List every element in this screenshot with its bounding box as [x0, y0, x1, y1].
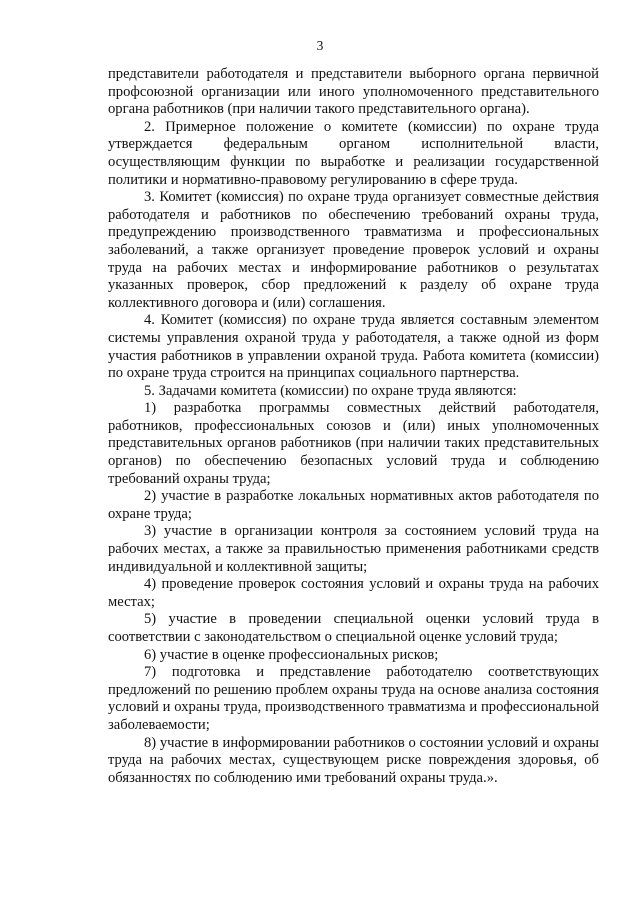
- paragraph-clause-3: 3. Комитет (комиссия) по охране труда организует совместные действия работодателя и работников по обеспечению требований охраны труда, предупреждению производственного травматизма и профессиональных заболеваний, а также организует проведение проверок условий и охраны труда на рабочих местах и информирование работников о результатах указанных проверок, сбор предложений к разделу об охране труда коллективного договора и (или) соглашения.: [108, 189, 599, 311]
- list-item-task-8: 8) участие в информировании работников о состоянии условий и охраны труда на рабочих местах, существующем риске повреждения здоровья, об обязанностях по соблюдению ими требований охраны труда.».: [108, 734, 599, 786]
- list-item-task-7: 7) подготовка и представление работодателю соответствующих предложений по решению проблем охраны труда на основе анализа состояния условий и охраны труда, производственного травматизма и профессиональной заболеваемости;: [108, 664, 599, 733]
- list-item-task-4: 4) проведение проверок состояния условий и охраны труда на рабочих местах;: [108, 576, 599, 610]
- paragraph-clause-2: 2. Примерное положение о комитете (комиссии) по охране труда утверждается федеральным органом исполнительной власти, осуществляющим функции по выработке и реализации государственной политики и нормативно-правовому регулированию в сфере труда.: [108, 118, 599, 188]
- list-item-task-6: 6) участие в оценке профессиональных рисков;: [144, 646, 439, 663]
- list-item-task-5: 5) участие в проведении специальной оценки условий труда в соответствии с законодательством о специальной оценке условий труда;: [108, 611, 599, 645]
- paragraph-continuation: представители работодателя и представители выборного органа первичной профсоюзной организации или иного уполномоченного представительного органа работников (при наличии такого представительного органа).: [108, 66, 599, 118]
- document-body: [108, 66, 599, 787]
- list-item-task-1: 1) разработка программы совместных действий работодателя, работников, профессиональных союзов и (или) иных уполномоченных представительных органов работников (при наличии таких представительных органов) по обеспечению безопасных условий труда и соблюдению требований охраны труда;: [108, 400, 599, 487]
- paragraph-clause-4: 4. Комитет (комиссия) по охране труда является составным элементом системы управления охраной труда у работодателя, а также одной из форм участия работников в управлении охраной труда. Работа комитета (комиссии) по охране труда строится на принципах социального партнерства.: [108, 312, 599, 382]
- list-item-task-2: 2) участие в разработке локальных нормативных актов работодателя по охране труда;: [108, 488, 599, 522]
- paragraph-clause-5: 5. Задачами комитета (комиссии) по охране труда являются:: [144, 382, 517, 399]
- page-number: 3: [316, 38, 324, 53]
- list-item-task-3: 3) участие в организации контроля за состоянием условий труда на рабочих местах, а также за правильностью применения работниками средств индивидуальной и коллективной защиты;: [108, 523, 599, 575]
